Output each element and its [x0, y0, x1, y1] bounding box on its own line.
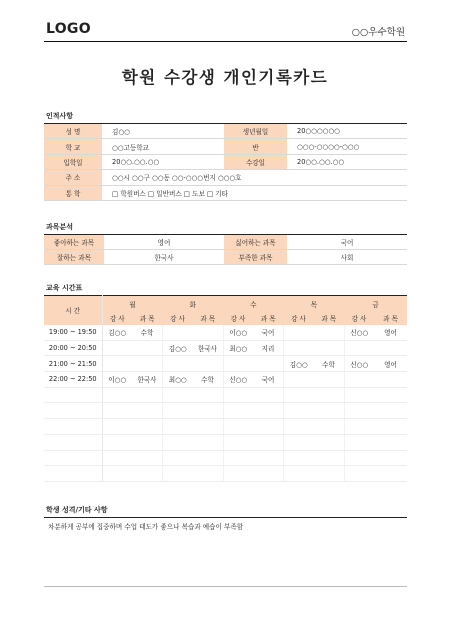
schedule-instructor-cell [284, 419, 314, 435]
schedule-row [44, 387, 407, 403]
schedule-instructor-cell [102, 466, 132, 482]
schedule-instructor-cell [284, 372, 314, 388]
schedule-row [44, 372, 407, 388]
schedule-subject-cell [132, 450, 163, 466]
schedule-subject-cell [374, 372, 407, 388]
schedule-instructor-cell: 이○○ [223, 325, 253, 341]
schedule-subject-cell [253, 403, 284, 419]
class-value: ○○○-○○○○-○○○ [287, 139, 407, 154]
schedule-time: 20:00 ~ 20:50 [44, 340, 102, 356]
schedule-instructor-cell [102, 403, 132, 419]
schedule-row [44, 434, 407, 450]
course-date-value: 20○○.○○.○○ [287, 154, 407, 169]
schedule-instructor-cell [163, 434, 193, 450]
schedule-subject-cell [314, 387, 345, 403]
logo: LOGO [46, 21, 91, 37]
notes-bottom-divider [44, 586, 407, 587]
schedule-instructor-cell [102, 356, 132, 372]
schedule-subject-cell [253, 434, 284, 450]
schedule-instructor-cell [284, 325, 314, 341]
schedule-subject-cell [314, 419, 345, 435]
schedule-subject-cell [193, 466, 224, 482]
day-header-wed: 수 [223, 296, 284, 312]
schedule-time [44, 387, 102, 403]
schedule-row [44, 325, 407, 341]
schedule-instructor-cell [344, 450, 374, 466]
schedule-subject-cell [314, 340, 345, 356]
class-label: 반 [224, 139, 287, 154]
schedule-subject-cell [132, 434, 163, 450]
schedule-subject-cell [193, 450, 224, 466]
schedule-subject-cell [374, 466, 407, 482]
subject-header: 과 목 [253, 312, 284, 325]
weak-subject-value: 사회 [287, 250, 407, 265]
schedule-subject-cell [193, 419, 224, 435]
time-header: 시 간 [44, 296, 102, 325]
schedule-subject-cell [253, 466, 284, 482]
day-header-thu: 목 [284, 296, 345, 312]
schedule-subject-cell [193, 325, 224, 341]
schedule-instructor-cell [344, 466, 374, 482]
schedule-time [44, 434, 102, 450]
schedule-subject-cell: 한국사 [132, 372, 163, 388]
address-value: ○○시 ○○구 ○○동 ○○-○○○번지 ○○○호 [102, 170, 407, 185]
schedule-instructor-cell [223, 356, 253, 372]
schedule-subject-cell [253, 419, 284, 435]
schedule-row [44, 356, 407, 372]
enroll-date-value: 20○○.○○.○○ [102, 154, 224, 169]
schedule-instructor-cell [163, 356, 193, 372]
schedule-instructor-cell [284, 340, 314, 356]
schedule-subject-cell: 수학 [132, 325, 163, 341]
schedule-instructor-cell [344, 403, 374, 419]
favorite-subject-value: 영어 [104, 235, 224, 250]
schedule-instructor-cell [163, 387, 193, 403]
schedule-instructor-cell [163, 419, 193, 435]
schedule-instructor-cell [223, 466, 253, 482]
instructor-header: 강 사 [223, 312, 253, 325]
disliked-subject-label: 싫어하는 과목 [224, 235, 287, 250]
schedule-time: 21:00 ~ 21:50 [44, 356, 102, 372]
schedule-subject-cell: 국어 [253, 372, 284, 388]
strong-subject-label: 잘하는 과목 [44, 250, 104, 265]
day-header-mon: 월 [102, 296, 163, 312]
schedule-row [44, 450, 407, 466]
section-schedule-title: 교육 시간표 [46, 284, 83, 292]
schedule-instructor-cell [102, 450, 132, 466]
course-date-label: 수강일 [224, 154, 287, 169]
schedule-subject-cell: 지리 [253, 340, 284, 356]
schedule-instructor-cell [223, 403, 253, 419]
schedule-subject-cell [374, 340, 407, 356]
commute-label: 통 학 [44, 185, 102, 200]
instructor-header: 강 사 [102, 312, 132, 325]
schedule-subject-cell [253, 387, 284, 403]
schedule-time [44, 450, 102, 466]
schedule-instructor-cell: 김○○ [284, 356, 314, 372]
strong-subject-value: 한국사 [104, 250, 224, 265]
schedule-table [44, 295, 407, 482]
commute-options: □ 학원버스 □ 일반버스 □ 도보 □ 기타 [102, 185, 407, 200]
schedule-instructor-cell [344, 372, 374, 388]
schedule-subject-cell [314, 434, 345, 450]
subject-header: 과 목 [132, 312, 163, 325]
subject-header: 과 목 [193, 312, 224, 325]
schedule-subject-cell [193, 387, 224, 403]
document-title: 학원 수강생 개인기록카드 [121, 68, 329, 87]
schedule-time: 19:00 ~ 19:50 [44, 325, 102, 341]
day-header-fri: 금 [344, 296, 407, 312]
schedule-instructor-cell [284, 450, 314, 466]
schedule-instructor-cell [223, 387, 253, 403]
school-label: 학 교 [44, 139, 102, 154]
schedule-subject-cell [193, 356, 224, 372]
personal-info-table [44, 123, 407, 201]
schedule-subject-cell [374, 419, 407, 435]
academy-name: ○○우수학원 [351, 27, 405, 38]
schedule-time [44, 403, 102, 419]
schedule-subject-cell [132, 356, 163, 372]
schedule-instructor-cell [223, 419, 253, 435]
schedule-row [44, 340, 407, 356]
instructor-header: 강 사 [163, 312, 193, 325]
schedule-instructor-cell: 이○○ [102, 372, 132, 388]
schedule-instructor-cell: 최○○ [223, 340, 253, 356]
subject-analysis-table [44, 234, 407, 265]
schedule-instructor-cell [102, 387, 132, 403]
schedule-instructor-cell: 신○○ [223, 372, 253, 388]
schedule-time [44, 466, 102, 482]
instructor-header: 강 사 [284, 312, 314, 325]
day-header-tue: 화 [163, 296, 224, 312]
schedule-subject-cell [132, 387, 163, 403]
schedule-subject-cell: 영어 [374, 325, 407, 341]
schedule-instructor-cell [163, 403, 193, 419]
schedule-subject-cell [193, 434, 224, 450]
schedule-subject-cell [132, 340, 163, 356]
schedule-instructor-cell [102, 419, 132, 435]
schedule-instructor-cell: 신○○ [344, 356, 374, 372]
schedule-instructor-cell [344, 387, 374, 403]
schedule-instructor-cell [163, 466, 193, 482]
favorite-subject-label: 좋아하는 과목 [44, 235, 104, 250]
schedule-instructor-cell [284, 403, 314, 419]
subject-header: 과 목 [314, 312, 345, 325]
schedule-instructor-cell [223, 450, 253, 466]
name-label: 성 명 [44, 124, 102, 139]
schedule-row [44, 466, 407, 482]
schedule-subject-cell [132, 403, 163, 419]
schedule-instructor-cell [284, 387, 314, 403]
section-personal-title: 인적사항 [46, 112, 74, 120]
schedule-instructor-cell [102, 434, 132, 450]
schedule-subject-cell [132, 466, 163, 482]
schedule-subject-cell: 국어 [253, 325, 284, 341]
schedule-subject-cell: 수학 [314, 356, 345, 372]
schedule-subject-cell [253, 356, 284, 372]
birth-label: 생년월일 [224, 124, 287, 139]
enroll-date-label: 입학일 [44, 154, 102, 169]
schedule-instructor-cell [163, 325, 193, 341]
schedule-body [44, 325, 407, 482]
disliked-subject-value: 국어 [287, 235, 407, 250]
schedule-instructor-cell [102, 340, 132, 356]
schedule-instructor-cell [344, 419, 374, 435]
schedule-instructor-cell [223, 434, 253, 450]
schedule-subject-cell [132, 419, 163, 435]
notes-text: 차분하게 공부에 집중하며 수업 태도가 좋으나 복습과 예습이 부족함 [48, 523, 244, 531]
subject-header: 과 목 [374, 312, 407, 325]
schedule-time [44, 419, 102, 435]
instructor-header: 강 사 [344, 312, 374, 325]
name-value: 김○○ [102, 124, 224, 139]
schedule-instructor-cell [284, 434, 314, 450]
schedule-subject-cell [314, 450, 345, 466]
section-notes-title: 학생 성격/기타 사항 [46, 506, 108, 514]
schedule-row [44, 403, 407, 419]
schedule-instructor-cell: 김○○ [163, 340, 193, 356]
schedule-instructor-cell: 최○○ [163, 372, 193, 388]
weak-subject-label: 부족한 과목 [224, 250, 287, 265]
schedule-subject-cell [374, 450, 407, 466]
schedule-subject-cell [253, 450, 284, 466]
schedule-row [44, 419, 407, 435]
schedule-instructor-cell [163, 450, 193, 466]
schedule-subject-cell [314, 372, 345, 388]
schedule-subject-cell [374, 434, 407, 450]
schedule-subject-cell [314, 403, 345, 419]
schedule-subject-cell [193, 403, 224, 419]
school-value: ○○고등학교 [102, 139, 224, 154]
schedule-subject-cell [314, 466, 345, 482]
schedule-time: 22:00 ~ 22:50 [44, 372, 102, 388]
schedule-instructor-cell: 신○○ [344, 325, 374, 341]
schedule-subject-cell: 영어 [374, 356, 407, 372]
schedule-subject-cell: 수학 [193, 372, 224, 388]
schedule-instructor-cell [344, 434, 374, 450]
schedule-instructor-cell: 김○○ [102, 325, 132, 341]
address-label: 주 소 [44, 170, 102, 185]
section-analysis-title: 과목분석 [46, 223, 74, 231]
schedule-instructor-cell [344, 340, 374, 356]
notes-divider [44, 517, 407, 518]
schedule-subject-cell: 한국사 [193, 340, 224, 356]
birth-value: 20○○○○○○ [287, 124, 407, 139]
schedule-instructor-cell [284, 466, 314, 482]
schedule-subject-cell [374, 403, 407, 419]
schedule-subject-cell [374, 387, 407, 403]
schedule-subject-cell [314, 325, 345, 341]
document-header [44, 20, 407, 42]
